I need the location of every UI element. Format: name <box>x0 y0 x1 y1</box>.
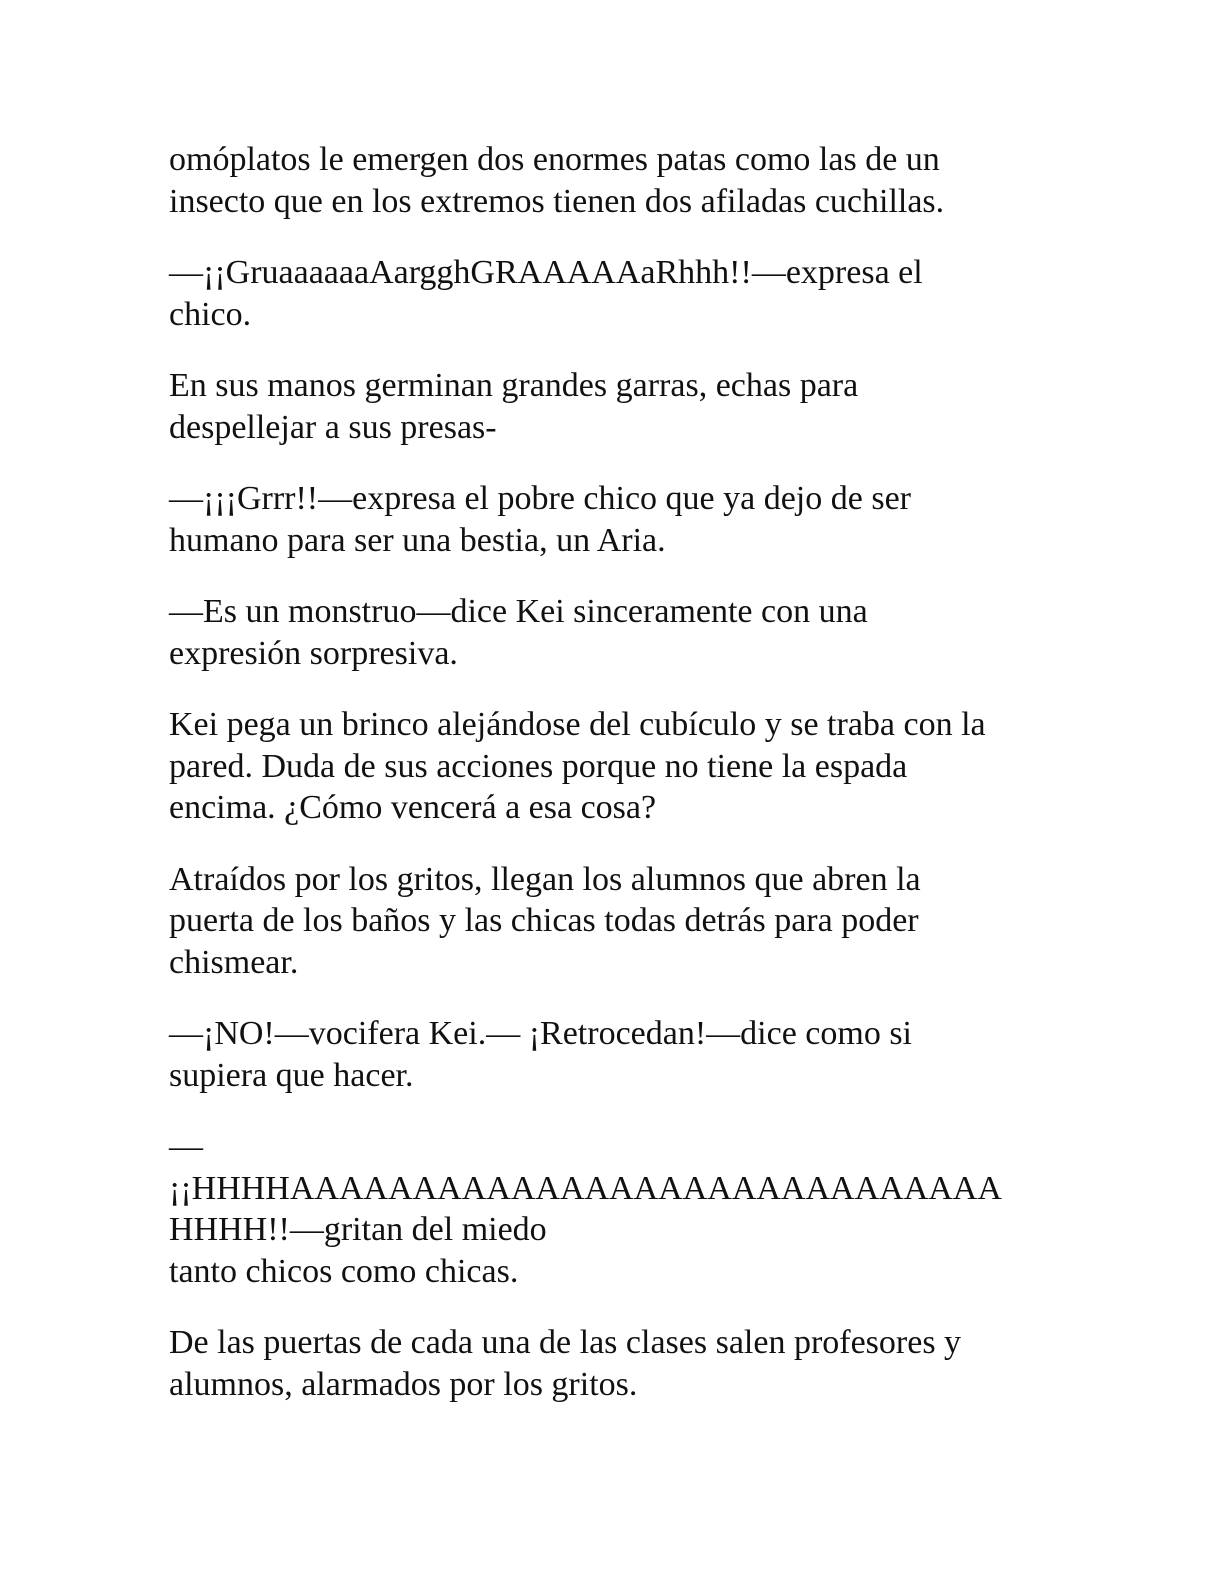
paragraph: Kei pega un brinco alejándose del cubículo y se traba con la pared. Duda de sus acciones porque no tiene la espada encima. ¿Cómo vencerá a esa cosa? <box>169 706 986 826</box>
paragraph: —¡NO!—vocifera Kei.— ¡Retrocedan!—dice como si supiera que hacer. <box>169 1015 913 1094</box>
paragraph: —Es un monstruo—dice Kei sinceramente con una expresión sorpresiva. <box>169 593 868 672</box>
paragraph: De las puertas de cada una de las clases salen profesores y alumnos, alarmados por los gritos. <box>169 1324 962 1403</box>
paragraph: —¡¡GruaaaaaaAargghGRAAAAAaRhhh!!—expresa el chico. <box>169 254 923 333</box>
paragraph: En sus manos germinan grandes garras, echas para despellejar a sus presas- <box>169 367 859 446</box>
document-page <box>169 139 1069 1435</box>
paragraph: omóplatos le emergen dos enormes patas como las de un insecto que en los extremos tienen dos afiladas cuchillas. <box>169 141 945 220</box>
paragraph: Atraídos por los gritos, llegan los alumnos que abren la puerta de los baños y las chicas todas detrás para poder chismear. <box>169 860 921 981</box>
paragraph: — ¡¡HHHHAAAAAAAAAAAAAAAAAAAAAAAAAAAAA HHHH!!—gritan del miedo tanto chicos como chicas. <box>169 1128 1002 1290</box>
paragraph: —¡¡¡Grrr!!—expresa el pobre chico que ya dejo de ser humano para ser una bestia, un Aria. <box>169 480 911 559</box>
